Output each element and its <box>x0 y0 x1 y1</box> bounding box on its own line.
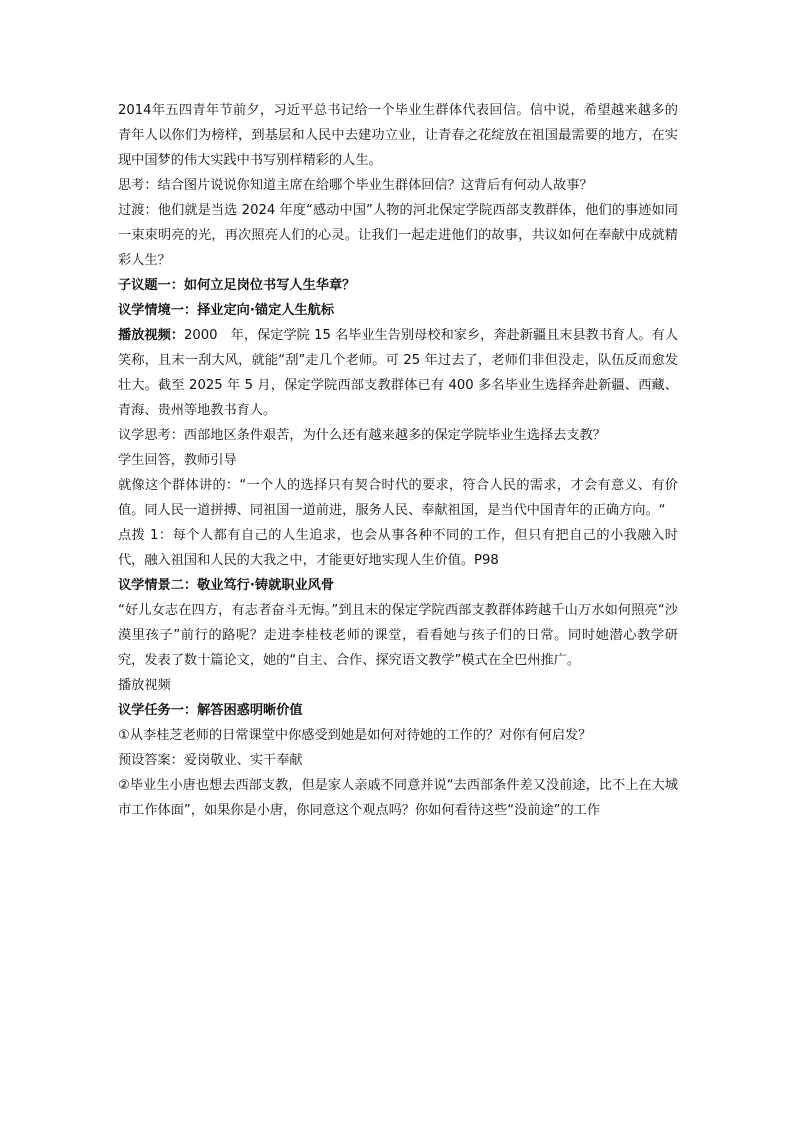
study-think-question: 议学思考：西部地区条件艰苦，为什么还有越来越多的保定学院毕业生选择去支教？ <box>118 428 606 443</box>
video-1-text: 2000 年，保定学院 15 名毕业生告别母校和家乡，奔赴新疆且末县教书育人。有人笑称，且末一刮大风，就能“刮”走几个老师。可 25 年过去了，老师们非但没走，队伍反而愈发壮大。截至 2025 年 5 月，保定学院西部支教群体已有 400 多名毕业生选择奔赴新疆、西藏、青海、贵州等地教书育人。 <box>118 328 679 418</box>
question-2: ②毕业生小唐也想去西部支教，但是家人亲戚不同意并说“去西部条件差又没前途，比不上在大城市工作体面”，如果你是小唐，你同意这个观点吗？你如何看待这些“没前途”的工作 <box>118 778 678 818</box>
point-1-paragraph: 点拨 1：每个人都有自己的人生追求，也会从事各种不同的工作，但只有把自己的小我融入时代，融入祖国和人民的大我之中，才能更好地实现人生价值。P98 <box>118 528 678 568</box>
question-1: ①从李桂芝老师的日常课堂中你感受到她是如何对待她的工作的？对你有何启发？ <box>118 728 592 743</box>
video-1-paragraph <box>118 323 678 423</box>
video-2-note: 播放视频 <box>118 678 171 693</box>
task-1-heading: 议学任务一：解答困惑明晰价值 <box>118 703 303 718</box>
document-page <box>118 98 678 823</box>
sub-topic-heading: 子议题一：如何立足岗位书写人生华章？ <box>118 278 356 293</box>
student-answer-note: 学生回答，教师引导 <box>118 453 237 468</box>
intro-paragraph: 2014年五四青年节前夕，习近平总书记给一个毕业生群体代表回信。信中说，希望越来越多的青年人以你们为榜样，到基层和人民中去建功立业，让青春之花绽放在祖国最需要的地方，在实现中国梦的伟大实践中书写别样精彩的人生。 <box>118 103 678 168</box>
think-question: 思考：结合图片说说你知道主席在给哪个毕业生群体回信？这背后有何动人故事？ <box>118 178 593 193</box>
scene-1-heading: 议学情境一：择业定向·锚定人生航标 <box>118 303 335 318</box>
video-1-label: 播放视频： <box>118 328 184 343</box>
quote-paragraph: 就像这个群体讲的：“一个人的选择只有契合时代的要求，符合人民的需求，才会有意义、有价值。同人民一道拼搏、同祖国一道前进，服务人民、奉献祖国，是当代中国青年的正确方向。“ <box>118 478 678 518</box>
transition-paragraph: 过渡：他们就是当选 2024 年度“感动中国”人物的河北保定学院西部支教群体，他们的事迹如同一束束明亮的光，再次照亮人们的心灵。让我们一起走进他们的故事，共议如何在奉献中成就精彩人生？ <box>118 203 678 268</box>
answer-1: 预设答案：爱岗敬业、实干奉献 <box>118 753 303 768</box>
scene-2-heading: 议学情景二：敬业笃行·铸就职业风骨 <box>118 578 335 593</box>
story-paragraph: “好儿女志在四方，有志者奋斗无悔。”到且末的保定学院西部支教群体跨越千山万水如何照亮“沙漠里孩子”前行的路呢？走进李桂枝老师的课堂，看看她与孩子们的日常。同时她潜心教学研究，发表了数十篇论文，她的“自主、合作、探究语文教学”模式在全巴州推广。 <box>118 603 678 668</box>
